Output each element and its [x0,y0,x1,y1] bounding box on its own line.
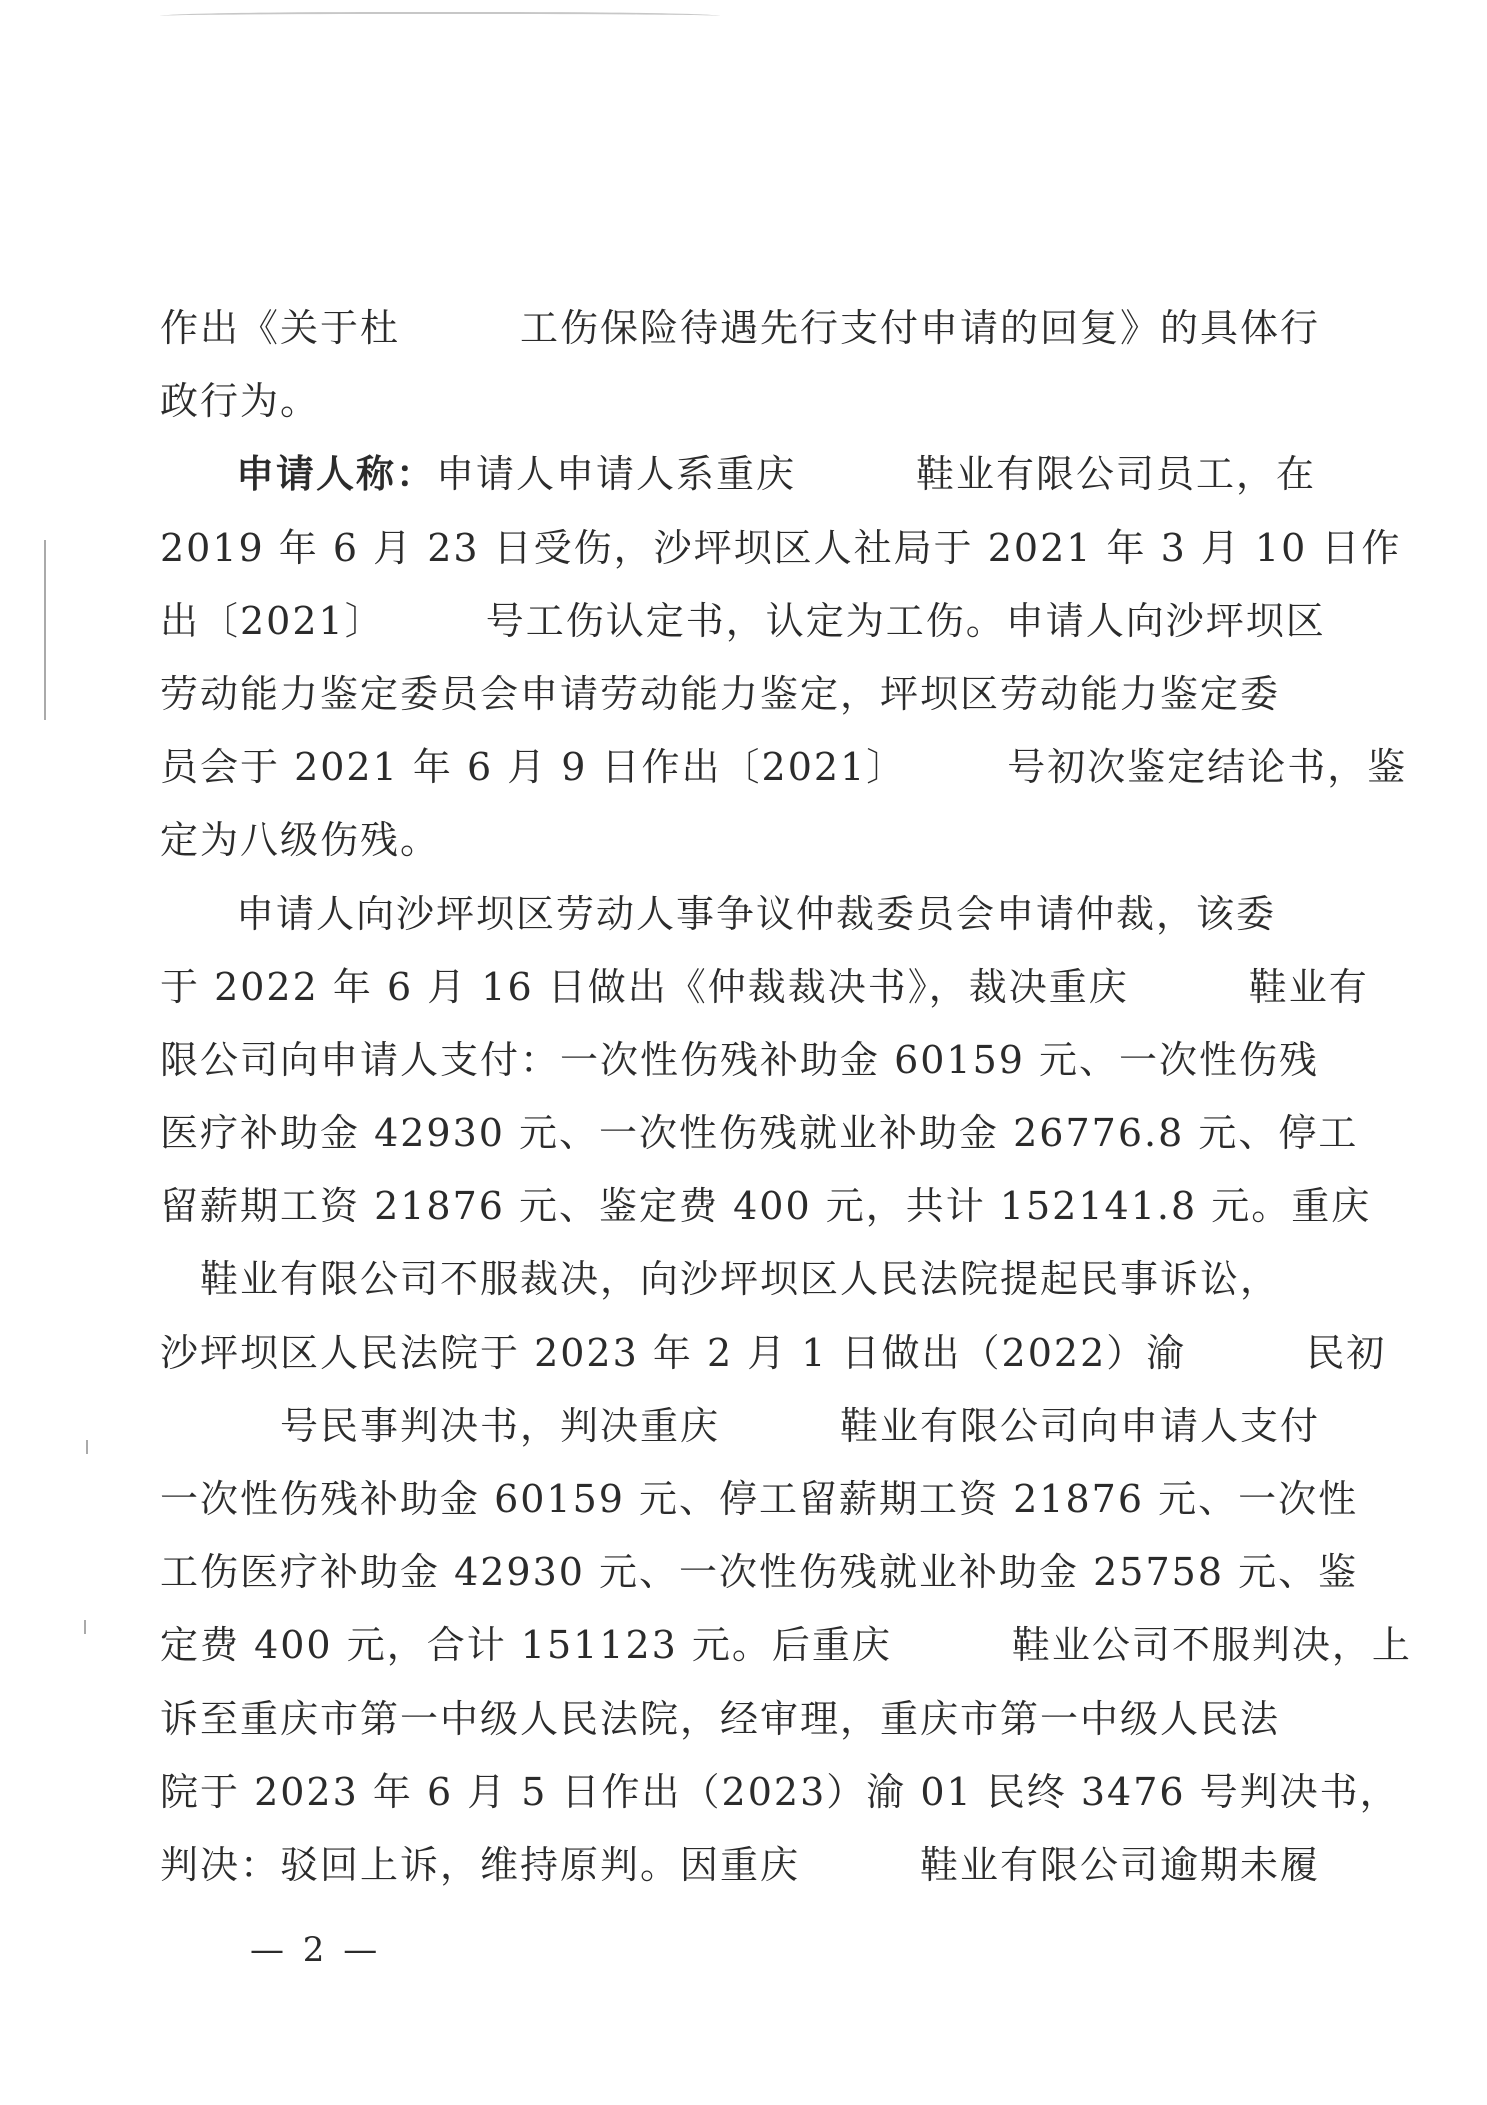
body-line: 院于 2023 年 6 月 5 日作出（2023）渝 01 民终 3476 号判决书， [160,1769,1400,1814]
body-line: 沙坪坝区人民法院于 2023 年 2 月 1 日做出（2022）渝 民初 [160,1330,1387,1375]
body-line: 政行为。 [160,379,321,424]
body-line: 出〔2021〕 号工伤认定书，认定为工伤。申请人向沙坪坝区 [160,598,1326,643]
body-line: 留薪期工资 21876 元、鉴定费 400 元，共计 152141.8 元。重庆 [160,1184,1372,1229]
body-line: 定为八级伤残。 [160,818,441,863]
page-number: — 2 — [250,1930,382,1970]
body-line: 号民事判决书，判决重庆 鞋业有限公司向申请人支付 [160,1403,1321,1448]
body-line: 定费 400 元，合计 151123 元。后重庆 鞋业公司不服判决，上 [160,1623,1412,1668]
body-line: 劳动能力鉴定委员会申请劳动能力鉴定，坪坝区劳动能力鉴定委 [160,671,1281,716]
scan-mark-left-2 [86,1440,88,1454]
claim-paragraph-start [160,438,1317,511]
body-line: 申请人申请人系重庆 鞋业有限公司员工，在 [436,452,1317,497]
scan-mark-left-3 [84,1620,86,1634]
body-line: 作出《关于杜 工伤保险待遇先行支付申请的回复》的具体行 [160,306,1321,350]
body-line: 鞋业有限公司不服裁决，向沙坪坝区人民法院提起民事诉讼， [160,1257,1281,1302]
body-line: 判决：驳回上诉，维持原判。因重庆 鞋业有限公司逾期未履 [160,1842,1321,1887]
body-line: 申请人向沙坪坝区劳动人事争议仲裁委员会申请仲裁，该委 [236,891,1277,936]
body-line: 于 2022 年 6 月 16 日做出《仲裁裁决书》，裁决重庆 鞋业有 [160,964,1369,1009]
body-line: 医疗补助金 42930 元、一次性伤残就业补助金 26776.8 元、停工 [160,1111,1359,1156]
scan-edge-top [160,12,720,22]
scan-mark-left-1 [44,540,46,720]
body-line: 一次性伤残补助金 60159 元、停工留薪期工资 21876 元、一次性 [160,1477,1359,1521]
body-line: 工伤医疗补助金 42930 元、一次性伤残就业补助金 25758 元、鉴 [160,1550,1359,1595]
body-line: 诉至重庆市第一中级人民法院，经审理，重庆市第一中级人民法 [160,1696,1281,1741]
body-line: 2019 年 6 月 23 日受伤，沙坪坝区人社局于 2021 年 3 月 10 日作 [160,525,1402,570]
body-line: 限公司向申请人支付：一次性伤残补助金 60159 元、一次性伤残 [160,1037,1320,1082]
claim-label: 申请人称： [236,452,437,497]
body-line: 员会于 2021 年 6 月 9 日作出〔2021〕 号初次鉴定结论书，鉴 [160,745,1408,790]
document-page [160,292,1412,1902]
